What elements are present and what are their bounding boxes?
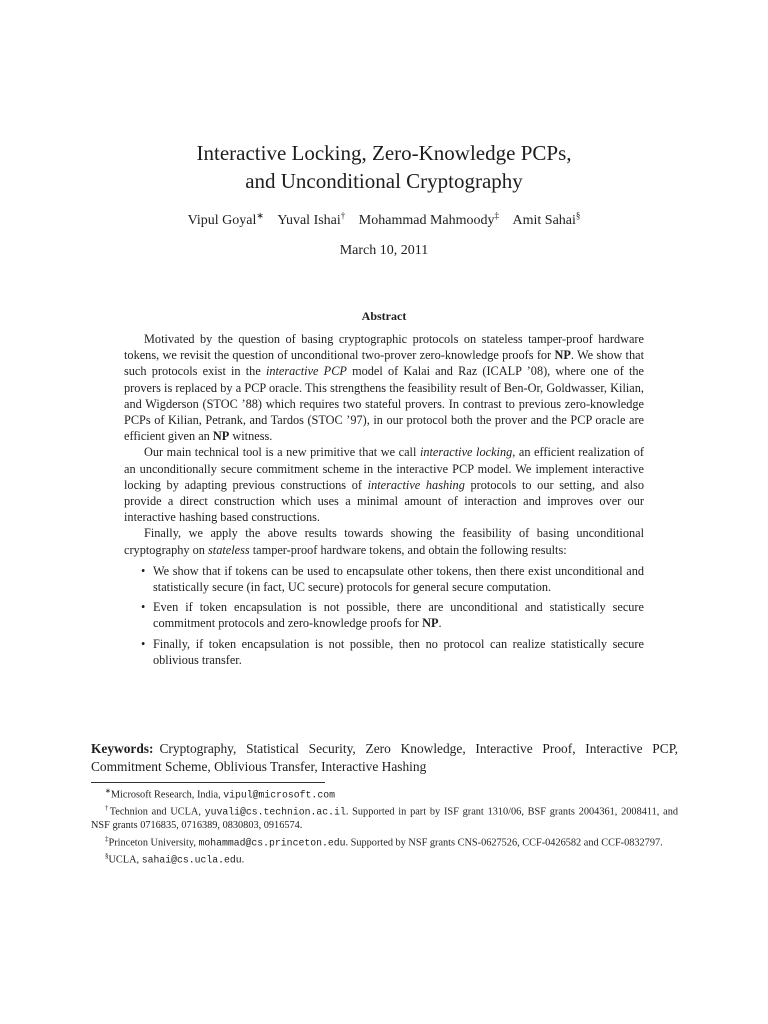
email-link[interactable]: vipul@microsoft.com <box>223 789 335 801</box>
footnote-4: §UCLA, sahai@cs.ucla.edu. <box>105 852 245 866</box>
abstract-paragraph-1: Motivated by the question of basing cryptographic protocols on stateless tamper-proof hardware tokens, we revisit the question of unconditional two-prover zero-knowledge proofs for NP. We show that such protocols exist in the interactive PCP model of Kalai and Raz (ICALP ’08), where one of the provers is replaced by a PCP oracle. This strengthens the feasibility result of Ben-Or, Goldwasser, Kilian, and Wigderson (STOC ’88) which requires two stateful provers. In contrast to previous zero-knowledge PCPs of Kilian, Petrank, and Tardos (STOC ’97), in our protocol both the prover and the PCP oracle are efficient given an NP witness. <box>124 332 644 444</box>
abstract-body <box>124 331 644 672</box>
list-item: • Even if token encapsulation is not possible, there are unconditional and statistically secure commitment protocols and zero-knowledge proofs for NP. <box>141 600 644 631</box>
paper-title-line-1: Interactive Locking, Zero-Knowledge PCPs, <box>196 141 572 165</box>
bullet-icon: • <box>141 600 146 615</box>
email-link[interactable]: yuvali@cs.technion.ac.il <box>204 806 346 818</box>
list-item: • We show that if tokens can be used to encapsulate other tokens, then there exist unconditional and statistically secure (in fact, UC secure) protocols for general secure computation. <box>141 563 644 595</box>
abstract-paragraph-3: Finally, we apply the above results towards showing the feasibility of basing unconditional cryptography on stateless tamper-proof hardware tokens, and obtain the following results: <box>124 526 644 557</box>
email-link[interactable]: mohammad@cs.princeton.edu <box>198 837 346 849</box>
keywords-label: Keywords: <box>91 741 154 756</box>
author-list <box>0 210 768 229</box>
abstract-paragraph-2: Our main technical tool is a new primitive that we call interactive locking, an efficient realization of an unconditionally secure commitment scheme in the interactive PCP model. We implement interactive locking by adapting previous constructions of interactive hashing protocols to our setting, and also provide a direct construction which uses a minimal amount of interaction and improves over our interactive hashing based constructions. <box>124 445 644 525</box>
results-list <box>124 563 644 668</box>
author-mahmoody: Mohammad Mahmoody‡ <box>358 210 500 228</box>
bullet-icon: • <box>141 563 146 578</box>
abstract-heading: Abstract <box>361 309 407 323</box>
email-link[interactable]: sahai@cs.ucla.edu <box>141 854 242 866</box>
author-sahai: Amit Sahai§ <box>512 210 581 228</box>
keywords <box>91 740 678 776</box>
footnote-1: ∗Microsoft Research, India, vipul@microsoft.com <box>105 787 335 801</box>
bullet-icon: • <box>141 636 146 651</box>
author-goyal: Vipul Goyal∗ <box>187 210 264 228</box>
author-ishai: Yuval Ishai† <box>277 210 346 228</box>
footnote-rule <box>91 782 325 783</box>
footnotes <box>91 785 678 868</box>
paper-title-line-2: and Unconditional Cryptography <box>245 169 523 193</box>
list-item: • Finally, if token encapsulation is not possible, then no protocol can realize statistically secure oblivious transfer. <box>141 636 644 667</box>
footnote-3: ‡Princeton University, mohammad@cs.princeton.edu. Supported by NSF grants CNS-0627526, CCF-0426582 and CCF-0832797. <box>105 835 663 849</box>
footnote-2: †Technion and UCLA, yuvali@cs.technion.ac.il. Supported in part by ISF grant 1310/06, BSF grants 2004361, 2008411, and NSF grants 0716835, 0716389, 0830803, 0916574. <box>91 804 679 832</box>
paper-date: March 10, 2011 <box>339 243 429 258</box>
keywords-text: Cryptography, Statistical Security, Zero Knowledge, Interactive Proof, Interactive PCP, Commitment Scheme, Oblivious Transfer, Interactive Hashing <box>91 741 678 774</box>
